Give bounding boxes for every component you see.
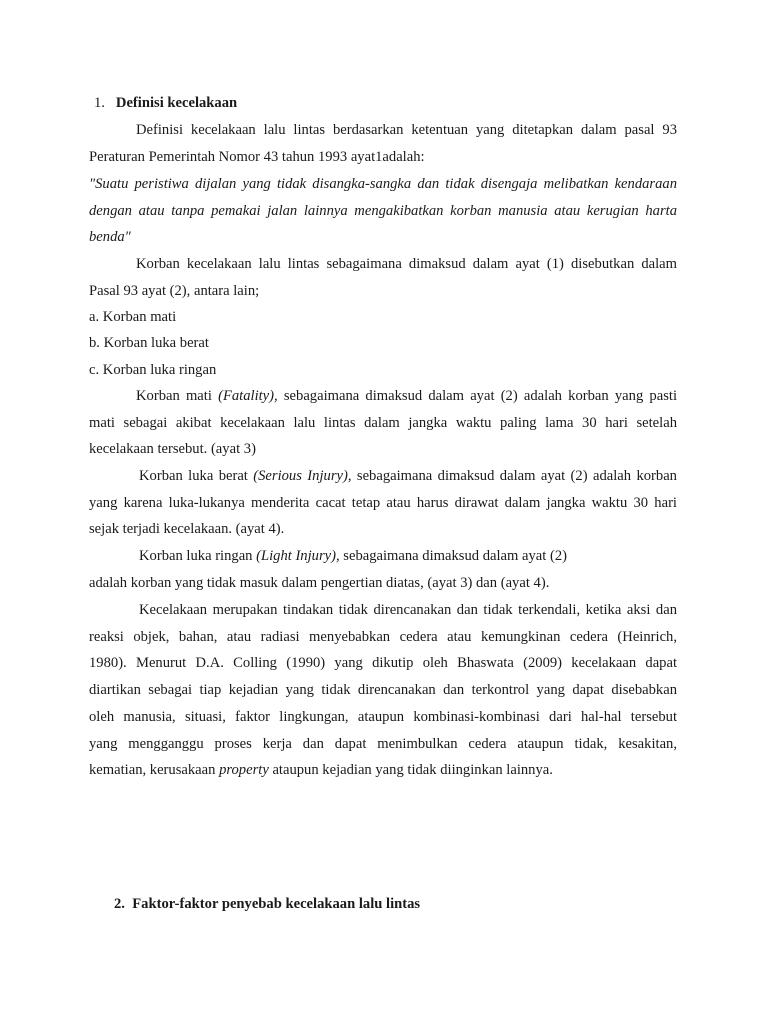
- list-item: b. Korban luka berat: [89, 335, 209, 351]
- paragraph-line: oleh manusia, situasi, faktor lingkungan, ataupun kombinasi-kombinasi dari hal-hal tersebut: [89, 709, 677, 725]
- text-run: sebagaimana dimaksud dalam ayat (2) adalah korban: [351, 468, 677, 484]
- paragraph-line: yang karena luka-lukanya menderita cacat tetap atau harus dirawat dalam jangka waktu 30 hari: [89, 495, 677, 511]
- paragraph-line: Korban kecelakaan lalu lintas sebagaimana dimaksud dalam ayat (1) disebutkan dalam: [136, 256, 677, 272]
- paragraph-line: [136, 389, 677, 404]
- section-2-title: Faktor-faktor penyebab kecelakaan lalu lintas: [132, 896, 421, 912]
- section-2-heading: [114, 897, 420, 912]
- quote-line: dengan atau tanpa pemakai jalan lainnya mengakibatkan korban manusia atau kerugian harta: [89, 203, 677, 219]
- quote-line: benda": [89, 229, 131, 245]
- section-2-number: 2.: [114, 896, 125, 912]
- paragraph-line: Definisi kecelakaan lalu lintas berdasarkan ketentuan yang ditetapkan dalam pasal 93: [136, 122, 677, 138]
- section-1-title: Definisi kecelakaan: [115, 95, 238, 111]
- paragraph-line: Pasal 93 ayat (2), antara lain;: [89, 283, 260, 299]
- text-run: sebagaimana dimaksud dalam ayat (2): [339, 548, 567, 564]
- paragraph-line: diartikan sebagai tiap kejadian yang tidak direncanakan dan terkontrol yang dapat disebabkan: [89, 682, 677, 698]
- paragraph-line: sejak terjadi kecelakaan. (ayat 4).: [89, 521, 285, 537]
- term-italic: (Light Injury),: [256, 548, 340, 564]
- section-1-heading: [94, 96, 237, 111]
- text-run: ataupun kejadian yang tidak diinginkan lainnya.: [268, 762, 553, 778]
- paragraph-line: Peraturan Pemerintah Nomor 43 tahun 1993 ayat1adalah:: [89, 149, 425, 165]
- text-run: sebagaimana dimaksud dalam ayat (2) adalah korban yang pasti: [277, 388, 677, 404]
- quote-line: "Suatu peristiwa dijalan yang tidak disangka-sangka dan tidak disengaja melibatkan kendaraan: [89, 176, 677, 192]
- paragraph-line: 1980). Menurut D.A. Colling (1990) yang dikutip oleh Bhaswata (2009) kecelakaan dapat: [89, 655, 677, 671]
- term-italic: (Serious Injury),: [253, 468, 352, 484]
- paragraph-line: Kecelakaan merupakan tindakan tidak direncanakan dan tidak terkendali, ketika aksi dan: [139, 602, 677, 618]
- term-italic: property: [219, 762, 269, 778]
- term-italic: (Fatality),: [218, 388, 278, 404]
- text-run: Korban mati: [136, 388, 219, 404]
- paragraph-line: mati sebagai akibat kecelakaan lalu lintas dalam jangka waktu paling lama 30 hari setelah: [89, 415, 677, 431]
- list-item: a. Korban mati: [89, 309, 177, 325]
- paragraph-line: [139, 549, 567, 564]
- text-run: Korban luka ringan: [139, 548, 257, 564]
- paragraph-line: [89, 763, 553, 778]
- paragraph-line: adalah korban yang tidak masuk dalam pengertian diatas, (ayat 3) dan (ayat 4).: [89, 575, 550, 591]
- paragraph-line: reaksi objek, bahan, atau radiasi menyebabkan cedera atau kemungkinan cedera (Heinrich,: [89, 629, 677, 645]
- section-1-number: 1.: [94, 95, 105, 111]
- paragraph-line: yang mengganggu proses kerja dan dapat menimbulkan cedera ataupun tidak, kesakitan,: [89, 736, 677, 752]
- paragraph-line: kecelakaan tersebut. (ayat 3): [89, 441, 256, 457]
- paragraph-line: [139, 469, 677, 484]
- text-run: Korban luka berat: [139, 468, 254, 484]
- text-run: kematian, kerusakaan: [89, 762, 220, 778]
- list-item: c. Korban luka ringan: [89, 362, 217, 378]
